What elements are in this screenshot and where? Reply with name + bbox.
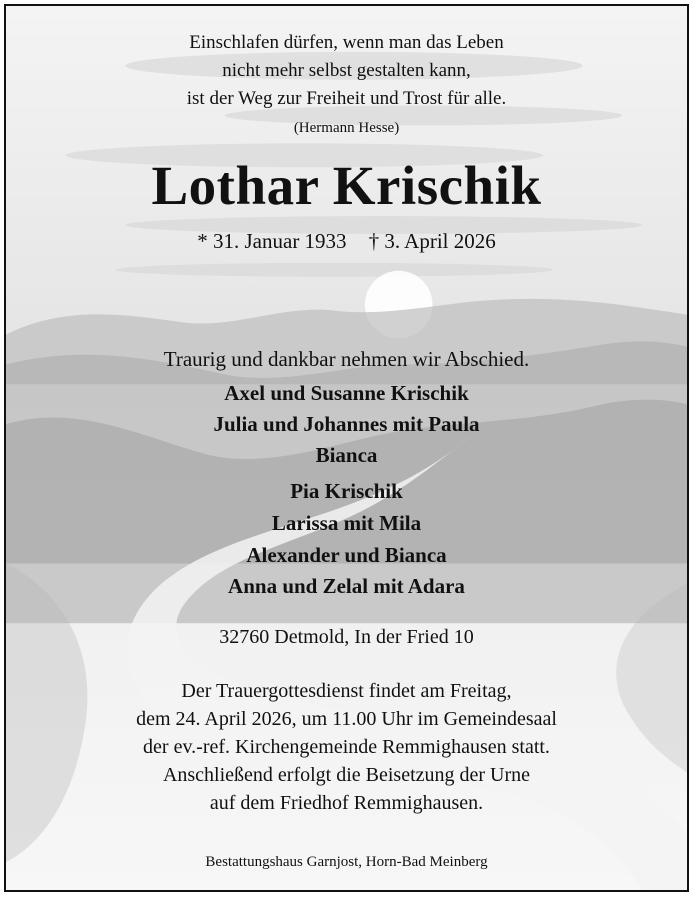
farewell-intro: Traurig und dankbar nehmen wir Abschied. [163, 347, 530, 371]
family-address: 32760 Detmold, In der Fried 10 [219, 626, 474, 648]
service-info-line: dem 24. April 2026, um 11.00 Uhr im Gemeindesaal [136, 708, 557, 730]
birth-date: * 31. Januar 1933 [197, 229, 347, 253]
service-info-line: Der Trauergottesdienst findet am Freitag, [181, 680, 512, 702]
obituary-notice [4, 4, 689, 892]
mourner-name: Anna und Zelal mit Adara [228, 574, 465, 598]
notice-content [6, 6, 687, 890]
service-info-line: auf dem Friedhof Remmighausen. [209, 792, 484, 814]
service-info-line: Anschließend erfolgt die Beisetzung der Urne [162, 764, 531, 786]
quote-line: nicht mehr selbst gestalten kann, [222, 60, 471, 81]
mourner-name: Alexander und Bianca [246, 543, 447, 567]
mourner-name: Larissa mit Mila [271, 511, 422, 535]
deceased-name: Lothar Krischik [151, 155, 542, 216]
life-dates [6, 229, 687, 254]
quote-line: Einschlafen dürfen, wenn man das Leben [189, 32, 504, 53]
quote-author: (Hermann Hesse) [293, 120, 400, 136]
death-date: † 3. April 2026 [368, 229, 496, 253]
mourner-name: Bianca [315, 443, 378, 467]
service-info-line: der ev.-ref. Kirchengemeinde Remmighausen statt. [143, 736, 550, 758]
mourner-name: Pia Krischik [290, 479, 403, 503]
mourner-name: Julia und Johannes mit Paula [213, 412, 480, 436]
mourner-name: Axel und Susanne Krischik [224, 381, 469, 405]
undertaker-credit: Bestattungshaus Garnjost, Horn-Bad Meinberg [205, 854, 488, 870]
quote-line: ist der Weg zur Freiheit und Trost für alle. [186, 88, 507, 109]
